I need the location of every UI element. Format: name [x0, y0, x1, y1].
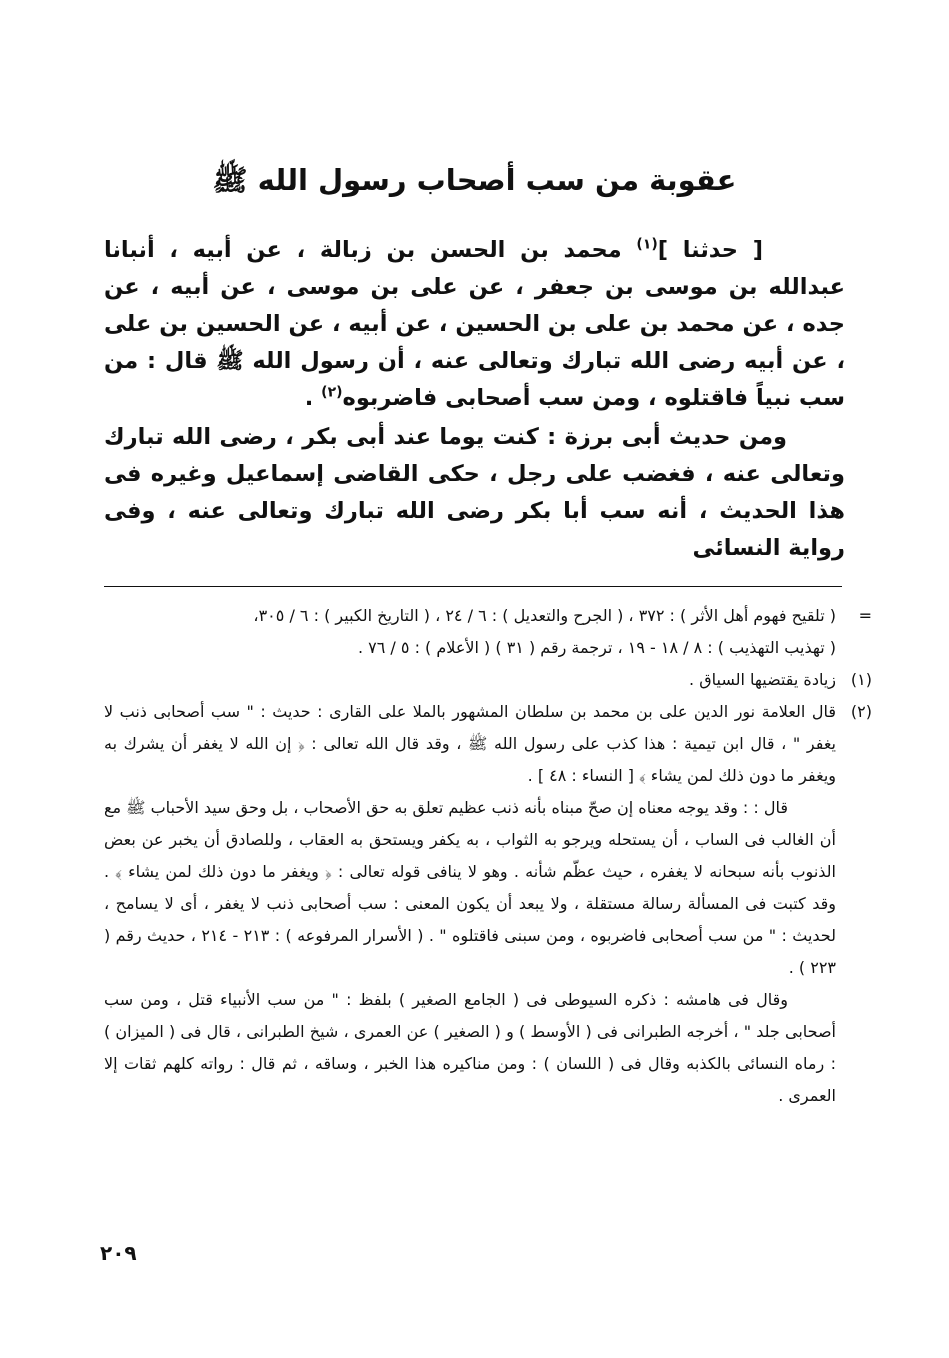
footnote-1-text: زيادة يقتضيها السياق . — [689, 670, 836, 689]
footnote-2-paragraph-3: وقال فى هامشه : ذكره السيوطى فى ( الجامع الصغير ) بلفظ : " من سب الأنبياء قتل ، ومن سب أصحابى جلد " ، أخرجه الطبرانى فى ( الأوسط ) و ( الصغير ) عن العمرى ، شيخ الطبرانى ، قال فى ( الميزان ) : رماه النسائى بالكذبه وقال فى ( اللسان ) : ومن مناكيره هذا الخبر ، وساقه ، ثم قال : رواته كلهم ثقات إلا العمرى . — [104, 990, 836, 1105]
continuation-marker: = — [858, 606, 872, 625]
footnote-2-paragraph-2: قال : : وقد يوجه معناه إن صحّ مبناه بأنه ذنب عظيم تعلق به حق الأصحاب ، بل وحق سيد الأحباب ﷺ مع أن الغالب فى الساب ، أن يستحله ويرجو به الثواب ، به يكفر ويستحق به العقاب ، وللصادق أن يخبر عن بعض الذنوب بأنه سبحانه لا يغفره ، حيث عظّم شأنه . وهو لا ينافى قوله تعالى : ﴿ ويغفر ما دون ذلك لمن يشاء ﴾ . وقد كتبت فى المسألة رسالة مستقلة ، ولا يبعد أن يكون المعنى : سب أصحابى ذنب لا يغفر ، أى لا يسامح ، لحديث : " من سب أصحابى فاضربوه ، ومن سبنى فاقتلوه " . ( الأسرار المرفوعه ) : ٢١٣ - ٢١٤ ، حديث رقم ( ٢٢٣ ) . — [103, 798, 836, 977]
footnotes — [104, 600, 872, 1112]
bracket-opening: [ حدثنا ] — [657, 237, 763, 263]
paragraph-hadith — [104, 232, 845, 417]
continuation-line-2: ( تهذيب التهذيب ) : ٨ / ١٨ - ١٩ ، ترجمة رقم ( ٣١ ) ( الأعلام ) : ٥ / ٧٦ . — [357, 638, 836, 657]
continuation-line-1: ( تلقيح فهوم أهل الأثر ) : ٣٧٢ ، ( الجرح والتعديل ) : ٦ / ٢٤ ، ( التاريخ الكبير ) : ٦ / ٣٠٥، — [253, 606, 836, 625]
footnote-2 — [104, 696, 872, 1112]
main-text — [104, 232, 845, 567]
footnote-continuation — [104, 600, 872, 664]
paragraph-hadith-body: محمد بن الحسن بن زبالة ، عن أبيه ، أنبانا عبدالله بن موسى بن جعفر ، عن على بن موسى ، عن أبيه ، عن جده ، عن محمد بن على بن الحسين ، عن أبيه ، عن الحسين بن على ، عن أبيه رضى الله تبارك وتعالى عنه ، أن رسول الله ﷺ قال : من سب نبياً فاقتلوه ، ومن سب أصحابى فاضربوه — [104, 237, 845, 411]
paragraph-hadith-end: . — [304, 385, 322, 411]
footnote-2-marker: (٢) — [850, 702, 872, 721]
footnote-1 — [104, 664, 872, 696]
footnote-ref-1[interactable]: (١) — [636, 236, 658, 253]
footnote-ref-2[interactable]: (٢) — [321, 384, 343, 401]
chapter-title: عقوبة من سب أصحاب رسول الله ﷺ — [212, 163, 737, 197]
paragraph-abu-barza: ومن حديث أبى برزة : كنت يوما عند أبى بكر ، رضى الله تبارك وتعالى عنه ، فغضب على رجل ، حكى القاضى إسماعيل وغيره فى هذا الحديث ، أنه سب أبا بكر رضى الله تبارك وتعالى عنه ، وفى رواية النسائى — [104, 424, 845, 561]
footnote-1-marker: (١) — [850, 670, 872, 689]
footnote-2-paragraph-1: قال العلامة نور الدين على بن محمد بن سلطان المشهور بالملا على القارى : حديث : " سب أصحابى ذنب لا يغفر " ، قال ابن تيمية : هذا كذب على رسول الله ﷺ ، وقد قال الله تعالى : ﴿ إن الله لا يغفر أن يشرك به ويغفر ما دون ذلك لمن يشاء ﴾ [ النساء : ٤٨ ] . — [104, 702, 836, 785]
page-number: ٢٠٩ — [100, 1241, 137, 1265]
footnote-separator — [104, 586, 842, 587]
